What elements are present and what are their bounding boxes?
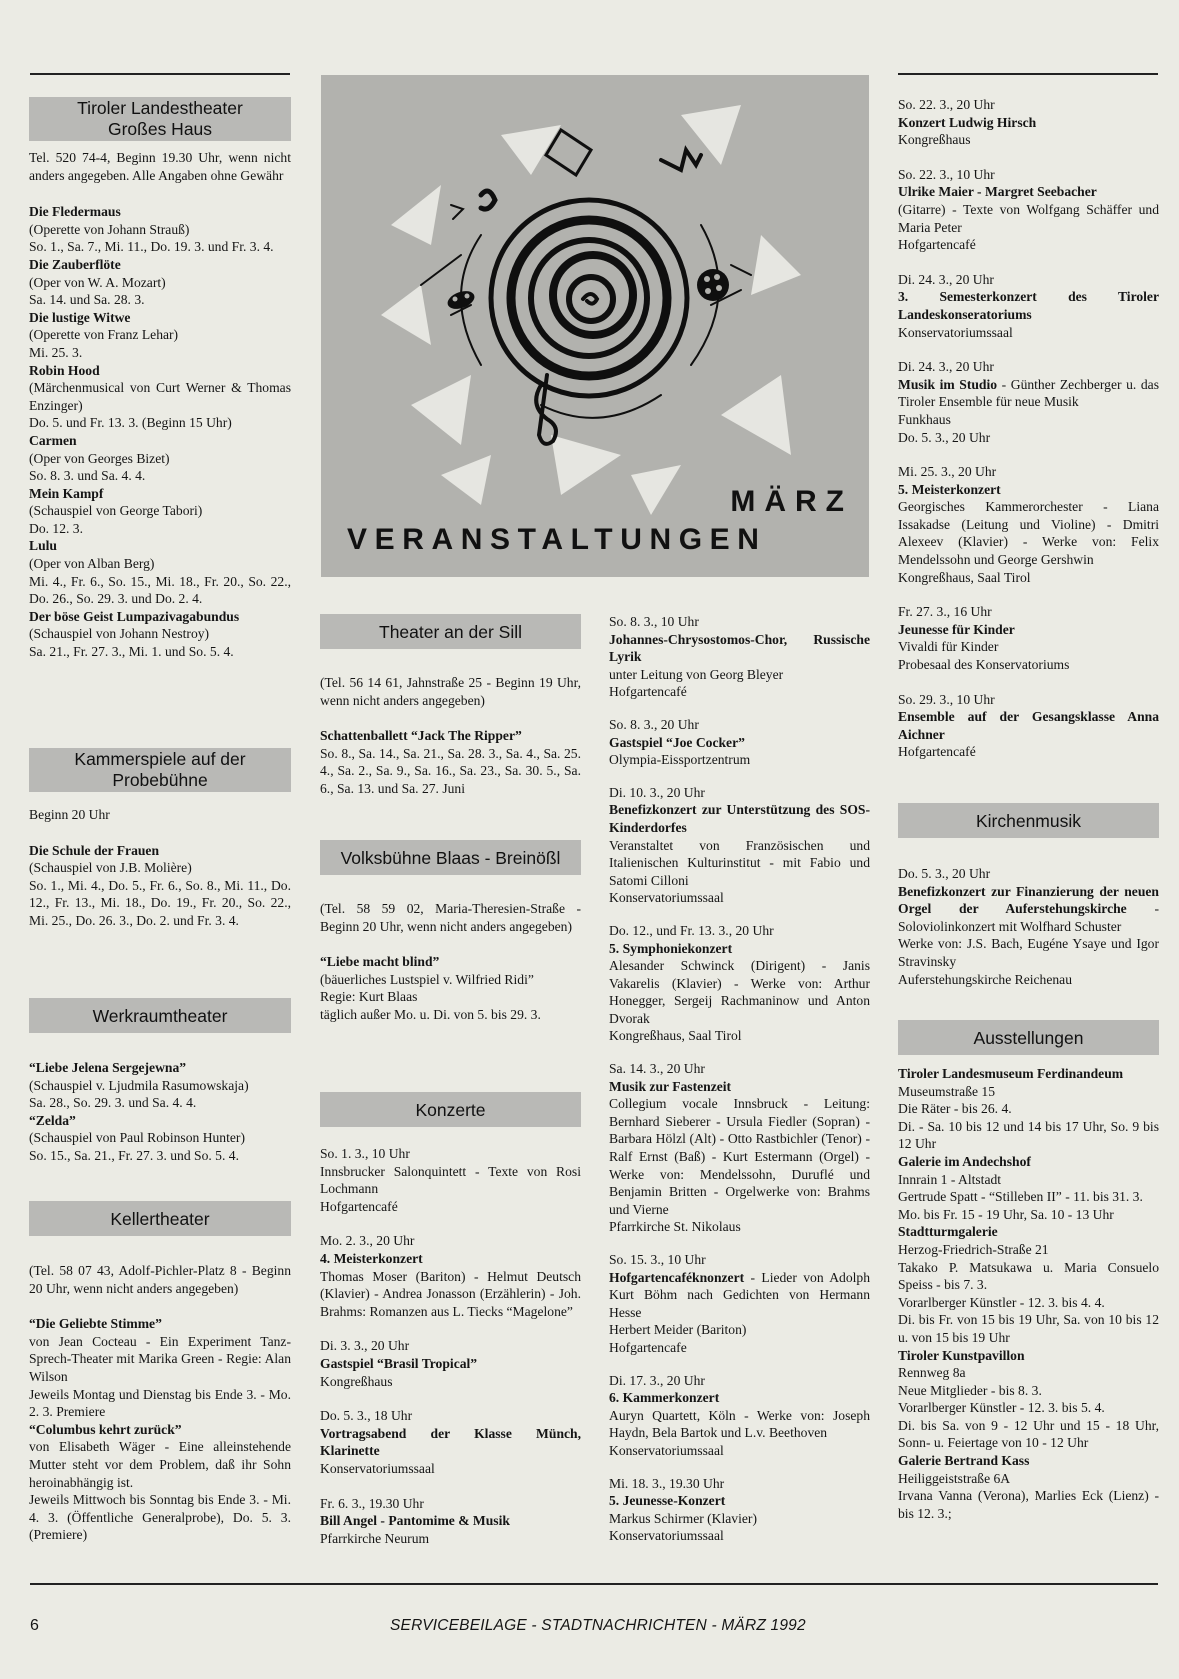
event-entry bbox=[29, 1421, 291, 1544]
event-title bbox=[29, 432, 291, 450]
event-title bbox=[609, 1389, 870, 1407]
event-title-rest: - Günther Zechberger u. das Tiroler Ensemble für neue Musik bbox=[898, 376, 1159, 410]
event-title-text: 3. Semesterkonzert des Tiroler Landeskonseratoriums bbox=[898, 289, 1159, 322]
event-entry bbox=[898, 463, 1159, 586]
section-heading-line: Konzerte bbox=[415, 1100, 486, 1120]
event-line: Probesaal des Konservatoriums bbox=[898, 657, 1070, 673]
event-title-text: 5. Jeunesse-Konzert bbox=[609, 1493, 726, 1509]
event-line: Hofgartencafé bbox=[320, 1198, 398, 1214]
event-title bbox=[29, 1315, 291, 1333]
event-title-text: “Liebe Jelena Sergejewna” bbox=[29, 1060, 187, 1075]
event-title bbox=[609, 801, 870, 836]
event-line: Markus Schirmer (Klavier) bbox=[609, 1510, 757, 1526]
section-heading-line: Kellertheater bbox=[110, 1209, 210, 1229]
event-title bbox=[320, 1355, 581, 1373]
event-line: (Oper von W. A. Mozart) bbox=[29, 274, 166, 290]
event-line: Gertrude Spatt - “Stilleben II” - 11. bis 31. 3. bbox=[898, 1189, 1143, 1205]
event-line: Sa. 21., Fr. 27. 3., Mi. 1. und So. 5. 4. bbox=[29, 644, 234, 660]
event-entry bbox=[898, 96, 1159, 149]
event-title bbox=[29, 608, 291, 626]
top-rule-left bbox=[30, 73, 290, 75]
event-entry bbox=[320, 953, 581, 1023]
event-line: Jeweils Montag und Dienstag bis Ende 3. - Mo. 2. 3. Premiere bbox=[29, 1386, 291, 1420]
event-line: Funkhaus bbox=[898, 411, 951, 427]
event-date: Mo. 2. 3., 20 Uhr bbox=[320, 1233, 415, 1249]
event-line: Die Räter - bis 26. 4. bbox=[898, 1101, 1012, 1117]
page-number: 6 bbox=[30, 1617, 39, 1634]
event-date: So. 29. 3., 10 Uhr bbox=[898, 691, 995, 707]
event-title-text: Gastspiel “Brasil Tropical” bbox=[320, 1355, 478, 1371]
event-entry bbox=[898, 1347, 1159, 1453]
event-line: Vorarlberger Künstler - 12. 3. bis 4. 4. bbox=[898, 1294, 1105, 1310]
event-title-text: Carmen bbox=[29, 432, 77, 448]
event-title-text: Stadtturmgalerie bbox=[898, 1224, 998, 1240]
event-title bbox=[29, 1059, 291, 1077]
event-line: (Gitarre) - Texte von Wolfgang Schäffer und Maria Peter bbox=[898, 201, 1159, 235]
event-line: Pfarrkirche Neurum bbox=[320, 1530, 430, 1546]
event-entry bbox=[898, 865, 1159, 988]
event-title-text: 5. Symphoniekonzert bbox=[609, 940, 733, 956]
event-line: Kongreßhaus, Saal Tirol bbox=[609, 1028, 742, 1044]
event-line: Regie: Kurt Blaas bbox=[320, 989, 418, 1005]
event-title-text: “Die Geliebte Stimme” bbox=[29, 1316, 162, 1332]
event-line: Hofgartencafé bbox=[898, 744, 976, 760]
event-title bbox=[29, 537, 291, 555]
section-heading-line: Kirchenmusik bbox=[975, 811, 1082, 831]
event-line: Konservatoriumssaal bbox=[898, 324, 1013, 340]
event-date: Mi. 25. 3., 20 Uhr bbox=[898, 464, 997, 480]
event-line: von Elisabeth Wäger - Eine alleinstehende Mutter steht vor dem Problem, daß ihr Sohn heroinabhängig ist. bbox=[29, 1439, 291, 1490]
event-date: Do. 5. 3., 18 Uhr bbox=[320, 1408, 413, 1424]
event-date: Do. 5. 3., 20 Uhr bbox=[898, 866, 991, 881]
event-entry bbox=[609, 1475, 870, 1545]
event-title bbox=[609, 1492, 870, 1510]
event-title-text: Der böse Geist Lumpazivagabundus bbox=[29, 608, 240, 624]
event-line: Hofgartencafé bbox=[898, 237, 976, 253]
event-title-text: Bill Angel - Pantomime & Musik bbox=[320, 1513, 510, 1529]
event-entry bbox=[29, 608, 291, 661]
event-line: Kongreßhaus bbox=[898, 132, 971, 148]
event-title bbox=[898, 708, 1159, 743]
event-title-text: Ulrike Maier - Margret Seebacher bbox=[898, 184, 1097, 200]
event-title bbox=[609, 940, 870, 958]
event-title-text: Musik im Studio bbox=[898, 376, 998, 392]
event-line: Innsbrucker Salonquintett - Texte von Rosi Lochmann bbox=[320, 1163, 581, 1197]
event-title bbox=[898, 288, 1159, 323]
event-line: Konservatoriumssaal bbox=[609, 1528, 724, 1544]
event-date: So. 15. 3., 10 Uhr bbox=[609, 1252, 706, 1267]
event-line: Pfarrkirche St. Nikolaus bbox=[609, 1219, 741, 1235]
event-title-text: Schattenballett “Jack The Ripper” bbox=[320, 728, 522, 744]
event-line: (Schauspiel von Johann Nestroy) bbox=[29, 626, 210, 642]
event-line: Mi. 4., Fr. 6., So. 15., Mi. 18., Fr. 20., So. 22., Do. 26., So. 29. 3. und Do. 2. 4. bbox=[29, 573, 291, 607]
event-title-text: Johannes-Chrysostomos-Chor, Russische Lyrik bbox=[609, 631, 870, 665]
event-date: So. 1. 3., 10 Uhr bbox=[320, 1146, 410, 1161]
event-title-text: Galerie im Andechshof bbox=[898, 1153, 1031, 1169]
event-title-text: Jeunesse für Kinder bbox=[898, 621, 1015, 637]
event-title-text: Benefizkonzert zur Unterstützung des SOS-Kinderdorfes bbox=[609, 802, 870, 835]
event-entry bbox=[320, 1145, 581, 1215]
event-entry bbox=[609, 1372, 870, 1460]
event-line: Collegium vocale Innsbruck - Leitung: Bernhard Sieberer - Ursula Fiedler (Sopran) - Barbara Hölzl (Alt) - Otto Rastbichler (Tenor) - Ralf Ernst (Baß) - Kurt Estermann (Orgel) - Werke von: Mendelssohn, Duruflé und Benjamin Britten - Orgelwerke von: Brahms und Vierne bbox=[609, 1096, 870, 1217]
event-date: Di. 3. 3., 20 Uhr bbox=[320, 1338, 410, 1354]
event-line: Mo. bis Fr. 15 - 19 Uhr, Sa. 10 - 13 Uhr bbox=[898, 1206, 1114, 1222]
section-ausstellungen bbox=[898, 1020, 1159, 1522]
event-line: (Oper von Georges Bizet) bbox=[29, 450, 170, 466]
event-entry bbox=[609, 1060, 870, 1236]
section-heading bbox=[29, 1201, 291, 1236]
section-landestheater bbox=[29, 97, 291, 661]
event-title bbox=[898, 1065, 1159, 1083]
event-date: Mi. 18. 3., 19.30 Uhr bbox=[609, 1475, 725, 1491]
poster-title-line1: MÄRZ bbox=[730, 485, 853, 518]
section-heading-line: Tiroler Landestheater bbox=[77, 98, 243, 118]
event-line: unter Leitung von Georg Bleyer bbox=[609, 666, 784, 682]
event-title-rest: - Lieder von Adolph Kurt Böhm nach Gedichten von Hermann Hesse bbox=[609, 1269, 870, 1320]
event-line: Jeweils Mittwoch bis Sonntag bis Ende 3. - Mi. 4. 3. (Öffentliche Generalprobe), Do. 5. 3. (Premiere) bbox=[29, 1492, 291, 1543]
event-entry bbox=[29, 203, 291, 256]
event-line: Vivaldi für Kinder bbox=[898, 639, 999, 655]
event-date: Di. 24. 3., 20 Uhr bbox=[898, 271, 994, 287]
event-line: So. 1., Mi. 4., Do. 5., Fr. 6., So. 8., Mi. 11., Do. 12., Fr. 13., Mi. 18., Do. 19., Fr. 20., So. 22., Mi. 25., Do. 26. 3., Do. 2. und Fr. 3. 4. bbox=[29, 877, 291, 928]
event-line: Herbert Meider (Bariton) bbox=[609, 1322, 747, 1338]
event-entry bbox=[898, 1223, 1159, 1346]
section-heading-line: Theater an der Sill bbox=[379, 622, 522, 642]
event-date: Di. 10. 3., 20 Uhr bbox=[609, 784, 705, 800]
section-intro: Tel. 520 74-4, Beginn 19.30 Uhr, wenn nicht anders angegeben. Alle Angaben ohne Gewähr bbox=[29, 150, 291, 183]
event-title bbox=[29, 842, 291, 860]
event-title-text: Vortragsabend der Klasse Münch, Klarinette bbox=[320, 1425, 581, 1459]
section-volksbuehne bbox=[320, 840, 581, 1024]
event-line: Heiliggeiststraße 6A bbox=[898, 1470, 1011, 1486]
event-line: So. 15., Sa. 21., Fr. 27. 3. und So. 5. 4. bbox=[29, 1147, 239, 1163]
event-title-text: Tiroler Kunstpavillon bbox=[898, 1347, 1025, 1363]
event-title-text: 4. Meisterkonzert bbox=[320, 1250, 423, 1266]
event-line: Auryn Quartett, Köln - Werke von: Joseph Haydn, Bela Bartok und L.v. Beethoven bbox=[609, 1407, 870, 1441]
event-title-text: Ensemble auf der Gesangsklasse Anna Aichner bbox=[898, 709, 1159, 742]
section-intro: (Tel. 56 14 61, Jahnstraße 25 - Beginn 19 Uhr, wenn nicht anders angegeben) bbox=[320, 675, 581, 708]
event-entry bbox=[320, 1407, 581, 1477]
event-line: Do. 5. 3., 20 Uhr bbox=[898, 429, 991, 445]
event-line: Neue Mitglieder - bis 8. 3. bbox=[898, 1382, 1042, 1398]
event-line: (Operette von Johann Strauß) bbox=[29, 221, 190, 237]
event-entry bbox=[29, 362, 291, 432]
section-kirchenmusik bbox=[898, 803, 1159, 988]
event-line: Auferstehungskirche Reichenau bbox=[898, 971, 1073, 987]
section-konzerte bbox=[320, 1092, 581, 1564]
event-entry bbox=[320, 727, 581, 797]
event-line: Olympia-Eissportzentrum bbox=[609, 752, 751, 768]
event-entry bbox=[29, 842, 291, 930]
event-line: (Oper von Alban Berg) bbox=[29, 556, 155, 572]
event-line: (Schauspiel von George Tabori) bbox=[29, 503, 203, 519]
event-line: So. 8., Sa. 14., Sa. 21., Sa. 28. 3., Sa. 4., Sa. 25. 4., Sa. 2., Sa. 9., Sa. 16., Sa. 23., Sa. 30. 5., Sa. 6., Sa. 13. und Sa. 27. Juni bbox=[320, 745, 581, 796]
event-line: Mi. 25. 3. bbox=[29, 344, 83, 360]
event-title-text: Die Zauberflöte bbox=[29, 256, 121, 272]
section-heading bbox=[320, 840, 581, 875]
event-line: Innrain 1 - Altstadt bbox=[898, 1171, 1002, 1187]
event-line: Konservatoriumssaal bbox=[320, 1460, 435, 1476]
event-line: (bäuerliches Lustspiel v. Wilfried Ridi” bbox=[320, 971, 534, 987]
event-entry bbox=[898, 603, 1159, 673]
event-title-text: Mein Kampf bbox=[29, 485, 104, 501]
event-title-text: Gastspiel “Joe Cocker” bbox=[609, 734, 745, 750]
section-intro: (Tel. 58 59 02, Maria-Theresien-Straße - Beginn 20 Uhr, wenn nicht anders angegeben) bbox=[320, 901, 581, 934]
event-title bbox=[898, 1153, 1159, 1171]
poster-title-line2: VERANSTALTUNGEN bbox=[347, 523, 767, 556]
section-heading bbox=[320, 1092, 581, 1127]
middle-column-b bbox=[609, 613, 870, 1560]
event-line: Di. bis Fr. von 15 bis 19 Uhr, Sa. von 10 bis 12 u. von 15 bis 19 Uhr bbox=[898, 1312, 1159, 1345]
event-line: Konservatoriumssaal bbox=[609, 890, 724, 906]
event-entry bbox=[29, 309, 291, 362]
section-heading bbox=[29, 998, 291, 1033]
event-title bbox=[898, 114, 1159, 132]
event-line: Vorarlberger Künstler - 12. 3. bis 5. 4. bbox=[898, 1400, 1105, 1416]
event-title-rest: - Soloviolinkonzert mit Wolfhard Schuster bbox=[898, 901, 1159, 934]
event-title bbox=[320, 1512, 581, 1530]
event-entry bbox=[29, 1059, 291, 1112]
event-line: täglich außer Mo. u. Di. von 5. bis 29. 3. bbox=[320, 1006, 541, 1022]
section-heading bbox=[898, 1020, 1159, 1055]
section-heading-line: Kammerspiele auf der bbox=[74, 749, 246, 769]
event-title bbox=[29, 1421, 291, 1439]
top-rule-right bbox=[898, 73, 1158, 75]
event-line: Di. bis Sa. von 9 - 12 Uhr und 15 - 18 Uhr, Sonn- u. Feiertage von 10 - 12 Uhr bbox=[898, 1417, 1159, 1451]
event-entry bbox=[29, 432, 291, 485]
event-line: von Jean Cocteau - Ein Experiment Tanz-Sprech-Theater mit Marika Green - Regie: Alan Wilson bbox=[29, 1333, 291, 1384]
event-entry bbox=[320, 1337, 581, 1390]
event-line: Takako P. Matsukawa u. Maria Consuelo Speiss - bis 7. 3. bbox=[898, 1259, 1159, 1293]
section-kammerspiele bbox=[29, 748, 291, 930]
event-title bbox=[609, 734, 870, 752]
event-entry bbox=[29, 537, 291, 607]
event-line: Hofgartencafé bbox=[609, 684, 687, 700]
event-title bbox=[609, 1078, 870, 1096]
event-line: So. 8. 3. und Sa. 4. 4. bbox=[29, 468, 146, 484]
event-date: Di. 17. 3., 20 Uhr bbox=[609, 1372, 705, 1388]
section-heading-line: Volksbühne Blaas - Breinößl bbox=[340, 848, 561, 868]
event-title-text: Lulu bbox=[29, 538, 57, 554]
event-title-text: “Columbus kehrt zurück” bbox=[29, 1421, 182, 1437]
event-line: (Operette von Franz Lehar) bbox=[29, 327, 179, 343]
event-entry bbox=[29, 256, 291, 309]
section-theater-an-der-sill bbox=[320, 614, 581, 798]
event-title bbox=[898, 1223, 1159, 1241]
event-date: Di. 24. 3., 20 Uhr bbox=[898, 359, 994, 375]
event-title bbox=[609, 1269, 870, 1322]
event-title-text: Benefizkonzert zur Finanzierung der neuen Orgel der Auferstehungskirche bbox=[898, 883, 1159, 917]
section-heading-line: Probebühne bbox=[112, 770, 208, 790]
event-entry bbox=[320, 1232, 581, 1320]
event-line: Museumstraße 15 bbox=[898, 1083, 996, 1099]
bottom-rule bbox=[30, 1583, 1158, 1585]
footer-text: SERVICEBEILAGE - STADTNACHRICHTEN - MÄRZ 1992 bbox=[390, 1617, 806, 1634]
event-date: So. 22. 3., 20 Uhr bbox=[898, 97, 995, 112]
event-line: Sa. 14. und Sa. 28. 3. bbox=[29, 292, 145, 308]
event-entry bbox=[898, 358, 1159, 446]
event-title bbox=[898, 376, 1159, 411]
event-line: Kongreßhaus, Saal Tirol bbox=[898, 569, 1031, 585]
event-date: Sa. 14. 3., 20 Uhr bbox=[609, 1061, 705, 1077]
event-title-text: Hofgartencaféknonzert bbox=[609, 1269, 745, 1285]
event-line: Herzog-Friedrich-Straße 21 bbox=[898, 1241, 1049, 1257]
event-line: (Schauspiel von Paul Robinson Hunter) bbox=[29, 1130, 245, 1146]
event-title bbox=[609, 631, 870, 666]
section-heading bbox=[320, 614, 581, 649]
section-heading bbox=[29, 97, 291, 141]
event-line: (Schauspiel v. Ljudmila Rasumowskaja) bbox=[29, 1077, 249, 1093]
event-entry bbox=[609, 922, 870, 1045]
event-entry bbox=[29, 1112, 291, 1165]
event-line: Do. 5. und Fr. 13. 3. (Beginn 15 Uhr) bbox=[29, 415, 232, 431]
event-title-text: 5. Meisterkonzert bbox=[898, 481, 1001, 497]
event-date: So. 22. 3., 10 Uhr bbox=[898, 166, 995, 182]
event-line: Di. - Sa. 10 bis 12 und 14 bis 17 Uhr, So. 9 bis 12 Uhr bbox=[898, 1118, 1159, 1152]
event-entry bbox=[29, 1315, 291, 1421]
event-line: Thomas Moser (Bariton) - Helmut Deutsch (Klavier) - Andrea Jonasson (Erzählerin) - Joh. Brahms: Romanzen aus L. Tiecks “Magelone” bbox=[320, 1268, 581, 1319]
event-title bbox=[29, 485, 291, 503]
event-title bbox=[898, 183, 1159, 201]
event-entry bbox=[609, 716, 870, 769]
event-line: Veranstaltet von Französischen und Italienischen Kulturinstitut - mit Fabio und Satomi Cilloni bbox=[609, 837, 870, 888]
event-line: (Märchenmusical von Curt Werner & Thomas Enzinger) bbox=[29, 380, 291, 413]
section-heading-line: Ausstellungen bbox=[973, 1028, 1084, 1048]
event-line: Georgisches Kammerorchester - Liana Issakadse (Leitung und Violine) - Dmitri Alexeev (Klavier) - Werke von: Felix Mendelssohn und George Gershwin bbox=[898, 499, 1159, 568]
event-date: Do. 12., und Fr. 13. 3., 20 Uhr bbox=[609, 922, 774, 938]
event-title bbox=[29, 256, 291, 274]
event-title-text: 6. Kammerkonzert bbox=[609, 1390, 720, 1406]
section-intro: (Tel. 58 07 43, Adolf-Pichler-Platz 8 - Beginn 20 Uhr, wenn nicht anders angegeben) bbox=[29, 1263, 291, 1296]
section-werkraumtheater bbox=[29, 998, 291, 1165]
event-title bbox=[898, 621, 1159, 639]
event-title bbox=[898, 1347, 1159, 1365]
event-line: Sa. 28., So. 29. 3. und Sa. 4. 4. bbox=[29, 1095, 197, 1111]
section-heading bbox=[898, 803, 1159, 838]
event-entry bbox=[898, 271, 1159, 341]
event-entry bbox=[29, 485, 291, 538]
event-title-text: Die Schule der Frauen bbox=[29, 842, 160, 858]
event-date: Fr. 27. 3., 16 Uhr bbox=[898, 604, 992, 620]
event-title bbox=[898, 883, 1159, 936]
event-title-text: Konzert Ludwig Hirsch bbox=[898, 114, 1037, 130]
event-title bbox=[320, 727, 581, 745]
event-title bbox=[898, 481, 1159, 499]
event-entry bbox=[898, 691, 1159, 761]
event-title-text: Tiroler Landesmuseum Ferdinandeum bbox=[898, 1066, 1124, 1081]
event-entry bbox=[898, 1065, 1159, 1153]
event-line: Werke von: J.S. Bach, Eugéne Ysaye und Igor Stravinsky bbox=[898, 936, 1159, 969]
event-title bbox=[29, 1112, 291, 1130]
event-title-text: “Liebe macht blind” bbox=[320, 954, 440, 970]
event-title-text: “Zelda” bbox=[29, 1112, 76, 1128]
event-title bbox=[320, 1425, 581, 1460]
event-title bbox=[320, 953, 581, 971]
event-title-text: Galerie Bertrand Kass bbox=[898, 1453, 1030, 1469]
event-line: Do. 12. 3. bbox=[29, 520, 83, 536]
event-entry bbox=[320, 1495, 581, 1548]
event-date: Fr. 6. 3., 19.30 Uhr bbox=[320, 1495, 424, 1511]
event-entry bbox=[898, 1452, 1159, 1522]
event-entry bbox=[898, 1153, 1159, 1223]
event-date: So. 8. 3., 10 Uhr bbox=[609, 614, 699, 629]
event-title bbox=[29, 362, 291, 380]
event-line: Hofgartencafe bbox=[609, 1339, 687, 1355]
section-heading-line: Großes Haus bbox=[107, 119, 213, 139]
event-entry bbox=[609, 784, 870, 907]
event-title-text: Die lustige Witwe bbox=[29, 309, 131, 325]
event-entry bbox=[609, 613, 870, 701]
event-line: Irvana Vanna (Verona), Marlies Eck (Lienz) - bis 12. 3.; bbox=[898, 1488, 1159, 1521]
event-date: So. 8. 3., 20 Uhr bbox=[609, 716, 699, 732]
event-line: Konservatoriumssaal bbox=[609, 1442, 724, 1458]
section-konzerte-cont bbox=[898, 96, 1159, 778]
event-line: Kongreßhaus bbox=[320, 1373, 393, 1389]
event-line: Alesander Schwinck (Dirigent) - Janis Vakarelis (Klavier) - Werke von: Arthur Honegger, Sergeij Rachmaninow und Anton Dvorak bbox=[609, 958, 870, 1026]
event-title bbox=[29, 203, 291, 221]
section-heading bbox=[29, 748, 291, 792]
event-title bbox=[898, 1452, 1159, 1470]
event-title-text: Die Fledermaus bbox=[29, 204, 121, 220]
event-line: (Schauspiel von J.B. Molière) bbox=[29, 860, 192, 876]
section-kellertheater bbox=[29, 1201, 291, 1544]
event-title bbox=[320, 1250, 581, 1268]
section-intro: Beginn 20 Uhr bbox=[29, 807, 110, 822]
event-entry bbox=[609, 1251, 870, 1357]
event-title-text: Musik zur Fastenzeit bbox=[609, 1078, 732, 1094]
event-title-text: Robin Hood bbox=[29, 362, 100, 378]
section-heading-line: Werkraumtheater bbox=[92, 1006, 228, 1026]
event-entry bbox=[898, 166, 1159, 254]
event-line: Rennweg 8a bbox=[898, 1365, 966, 1381]
poster-image bbox=[321, 75, 869, 577]
event-title bbox=[29, 309, 291, 327]
event-line: So. 1., Sa. 7., Mi. 11., Do. 19. 3. und Fr. 3. 4. bbox=[29, 239, 274, 255]
